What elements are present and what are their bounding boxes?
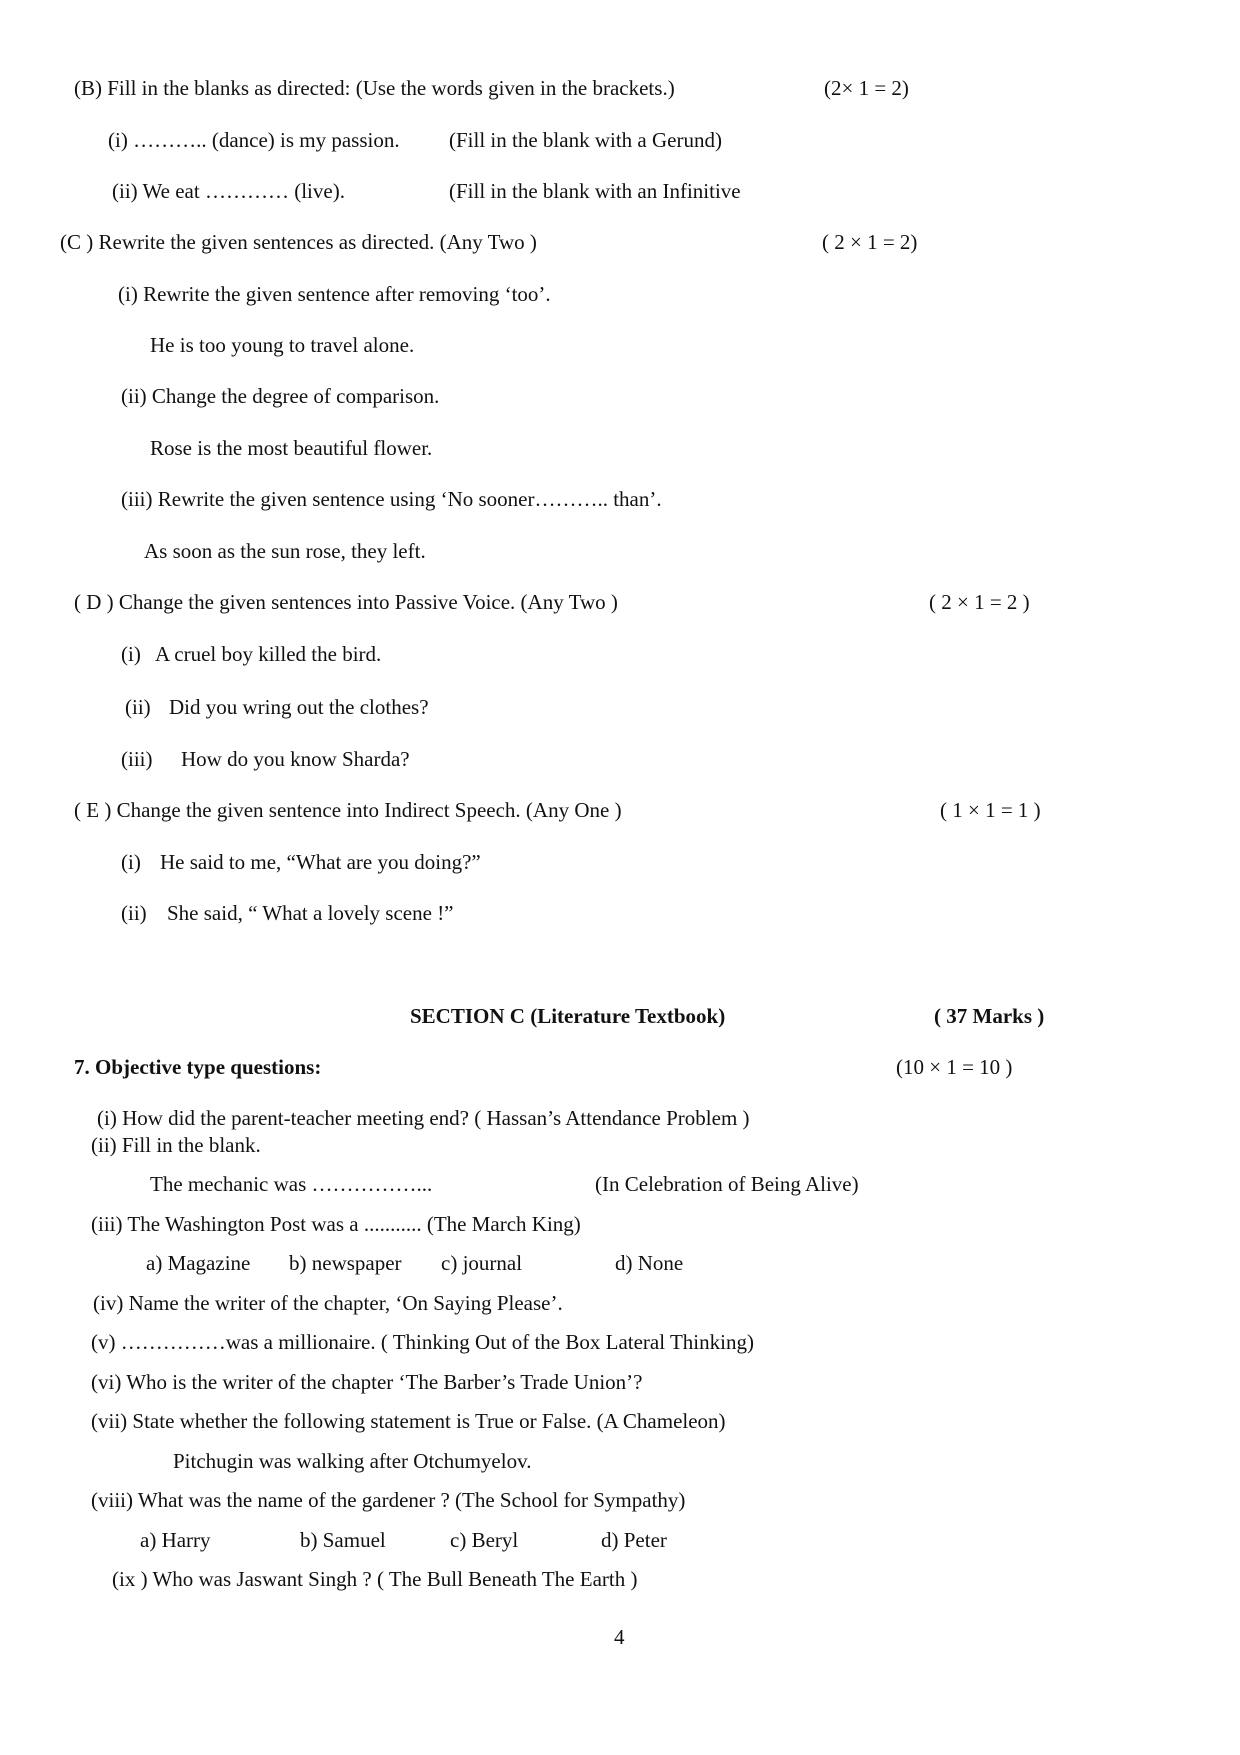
- part-c-item-3-sentence: As soon as the sun rose, they left.: [144, 539, 426, 563]
- part-b-item-2-note: (Fill in the blank with an Infinitive: [449, 179, 741, 203]
- q7-iii-option-b: b) newspaper: [289, 1251, 402, 1275]
- part-b-heading: (B) Fill in the blanks as directed: (Use the words given in the brackets.): [74, 76, 675, 100]
- q7-item-vi: (vi) Who is the writer of the chapter ‘The Barber’s Trade Union’?: [91, 1370, 643, 1394]
- q7-item-iii: (iii) The Washington Post was a ........... (The March King): [91, 1212, 581, 1236]
- part-d-item-1-num: (i): [121, 642, 141, 666]
- q7-viii-option-c: c) Beryl: [450, 1528, 519, 1552]
- part-c-item-1: (i) Rewrite the given sentence after removing ‘too’.: [118, 282, 551, 306]
- page-number: 4: [614, 1625, 625, 1649]
- part-c-marks: ( 2 × 1 = 2): [822, 230, 918, 254]
- q7-marks: (10 × 1 = 10 ): [896, 1055, 1013, 1079]
- q7-item-ii-sentence: The mechanic was ……………...: [150, 1172, 433, 1196]
- q7-viii-option-b: b) Samuel: [300, 1528, 386, 1552]
- q7-iii-option-d: d) None: [615, 1251, 684, 1275]
- q7-item-iv: (iv) Name the writer of the chapter, ‘On Saying Please’.: [93, 1291, 563, 1315]
- part-c-item-1-sentence: He is too young to travel alone.: [150, 333, 415, 357]
- part-d-item-2-num: (ii): [125, 695, 151, 719]
- part-c-heading: (C ) Rewrite the given sentences as directed. (Any Two ): [60, 230, 537, 254]
- q7-item-viii: (viii) What was the name of the gardener ? (The School for Sympathy): [91, 1488, 686, 1512]
- q7-viii-option-d: d) Peter: [601, 1528, 667, 1552]
- q7-viii-option-a: a) Harry: [140, 1528, 211, 1552]
- q7-item-vii-sentence: Pitchugin was walking after Otchumyelov.: [173, 1449, 532, 1473]
- part-b-item-1: (i) ……….. (dance) is my passion.: [108, 128, 400, 152]
- q7-iii-option-a: a) Magazine: [146, 1251, 251, 1275]
- part-c-item-2: (ii) Change the degree of comparison.: [121, 384, 440, 408]
- q7-item-vii: (vii) State whether the following statement is True or False. (A Chameleon): [91, 1409, 726, 1433]
- section-c-marks: ( 37 Marks ): [934, 1004, 1045, 1028]
- part-c-item-3: (iii) Rewrite the given sentence using ‘No sooner……….. than’.: [121, 487, 662, 511]
- part-b-item-1-note: (Fill in the blank with a Gerund): [449, 128, 722, 152]
- q7-heading: 7. Objective type questions:: [74, 1055, 322, 1079]
- q7-item-i: (i) How did the parent-teacher meeting end? ( Hassan’s Attendance Problem ): [97, 1106, 750, 1130]
- part-e-item-2-num: (ii): [121, 901, 147, 925]
- q7-item-ii: (ii) Fill in the blank.: [91, 1133, 261, 1157]
- part-d-heading: ( D ) Change the given sentences into Passive Voice. (Any Two ): [74, 590, 618, 614]
- part-d-marks: ( 2 × 1 = 2 ): [929, 590, 1030, 614]
- q7-iii-option-c: c) journal: [441, 1251, 523, 1275]
- part-c-item-2-sentence: Rose is the most beautiful flower.: [150, 436, 433, 460]
- part-e-item-2: She said, “ What a lovely scene !”: [167, 901, 454, 925]
- section-c-title: SECTION C (Literature Textbook): [410, 1004, 726, 1028]
- part-d-item-3-num: (iii): [121, 747, 153, 771]
- part-d-item-1: A cruel boy killed the bird.: [155, 642, 382, 666]
- part-d-item-3: How do you know Sharda?: [181, 747, 410, 771]
- part-e-item-1: He said to me, “What are you doing?”: [160, 850, 481, 874]
- q7-item-ix: (ix ) Who was Jaswant Singh ? ( The Bull Beneath The Earth ): [112, 1567, 638, 1591]
- part-e-marks: ( 1 × 1 = 1 ): [940, 798, 1041, 822]
- q7-item-v: (v) ……………was a millionaire. ( Thinking Out of the Box Lateral Thinking): [91, 1330, 754, 1354]
- part-d-item-2: Did you wring out the clothes?: [169, 695, 429, 719]
- part-e-item-1-num: (i): [121, 850, 141, 874]
- part-b-item-2: (ii) We eat ………… (live).: [112, 179, 345, 203]
- part-e-heading: ( E ) Change the given sentence into Indirect Speech. (Any One ): [74, 798, 622, 822]
- q7-item-ii-source: (In Celebration of Being Alive): [595, 1172, 859, 1196]
- part-b-marks: (2× 1 = 2): [824, 76, 909, 100]
